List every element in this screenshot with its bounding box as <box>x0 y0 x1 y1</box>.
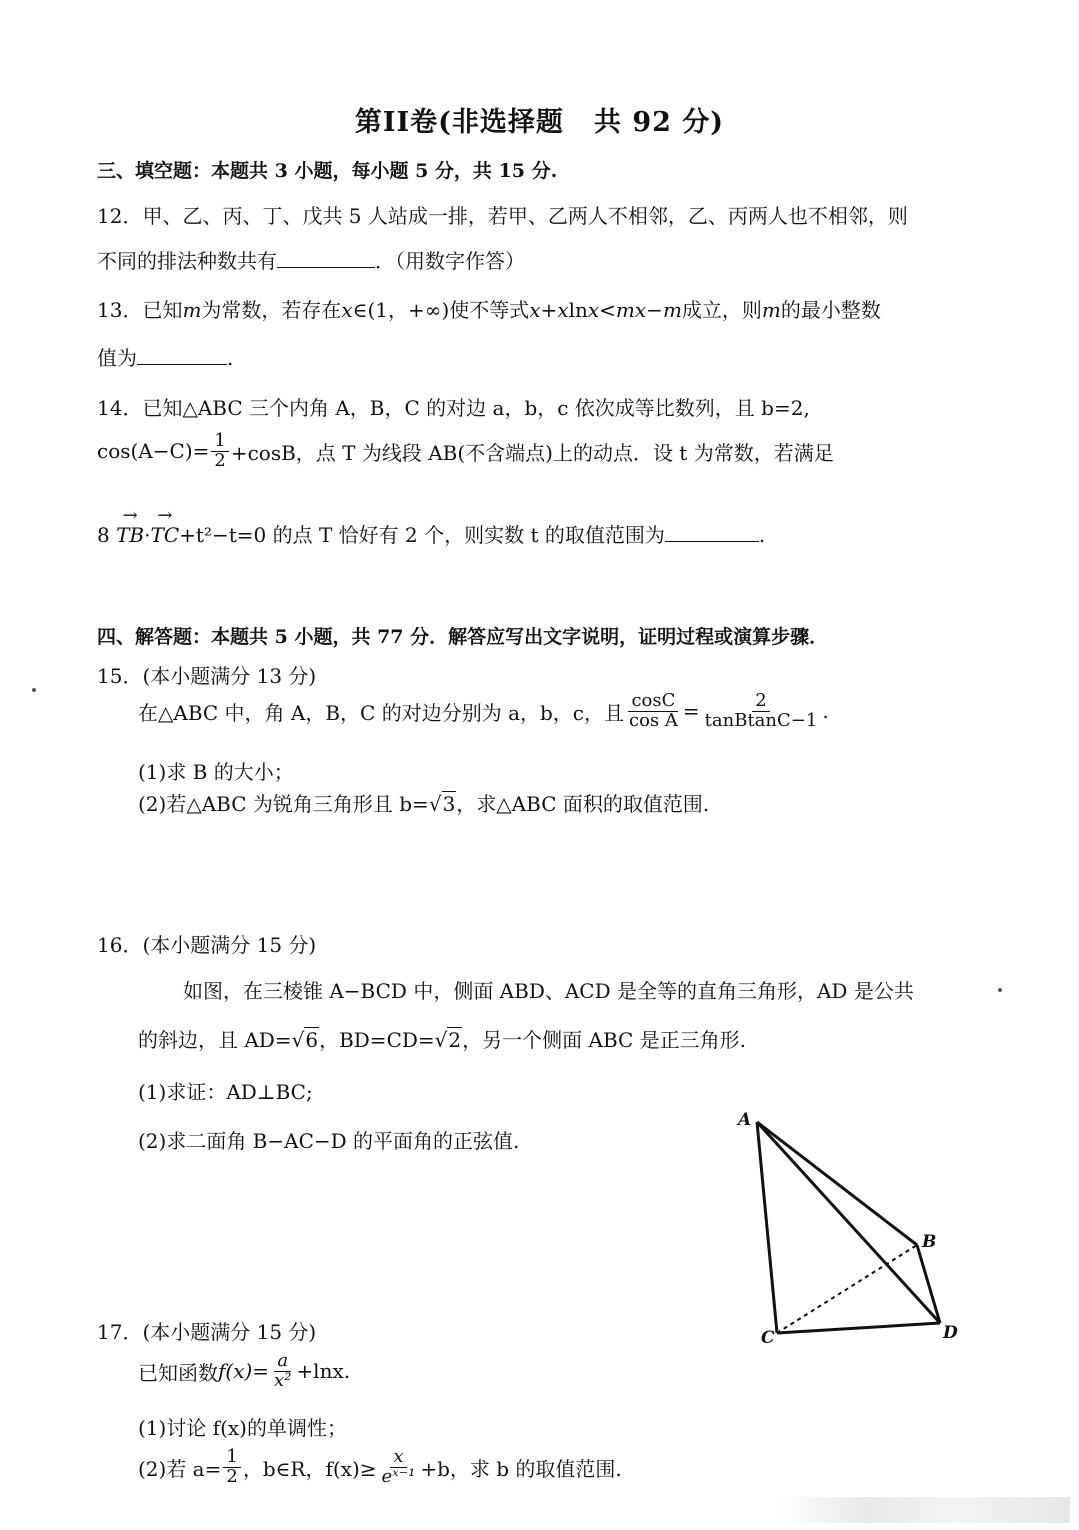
q15-p2-pre: (2)若△ABC 为锐角三角形且 b= <box>138 792 429 816</box>
q14-line3-mid: +t²−t=0 的点 T 恰好有 2 个，则实数 t 的取值范围为 <box>179 523 665 547</box>
q13-line2-post: . <box>227 346 234 370</box>
q17-p2-frac-half <box>223 1448 240 1487</box>
q15-part1: (1)求 B 的大小； <box>138 760 294 784</box>
q17-p2-pre: (2)若 a= <box>138 1456 222 1481</box>
scan-edge-strip <box>780 1497 1070 1523</box>
q15-head: 15．(本小题满分 13 分) <box>97 664 317 688</box>
vertex-label-b: B <box>922 1232 937 1252</box>
q13-ineq-plus: + <box>540 298 558 322</box>
q17-p2-half-num: 1 <box>223 1448 240 1468</box>
q16-sqrt6: √6 <box>291 1028 319 1052</box>
q16-head: 16．(本小题满分 15 分) <box>97 933 317 957</box>
q13-ineq-x1: x <box>529 298 541 322</box>
q17-part2 <box>138 1448 622 1487</box>
q13-line2 <box>97 342 233 371</box>
q12-line2-post: ．（用数字作答） <box>375 249 525 273</box>
q14-coef: 8 <box>97 523 110 547</box>
section-4-header: 四、解答题：本题共 5 小题，共 77 分．解答应写出文字说明，证明过程或演算步骤． <box>97 626 829 648</box>
q13-ineq-x3: x <box>587 298 600 322</box>
q17-p2-frac-exp <box>379 1448 419 1487</box>
q13-ineq-minus: − <box>646 298 663 322</box>
q14-cos-left: cos(A−C)= <box>97 439 210 464</box>
part-title-score: 共 92 分) <box>593 107 725 138</box>
q17-p2-half-den: 2 <box>226 1465 238 1487</box>
q14-line2 <box>97 432 834 471</box>
q12-line1: 12．甲、乙、丙、丁、戊共 5 人站成一排，若甲、乙两人不相邻，乙、丙两人也不相邻，则 <box>97 204 908 228</box>
q13-line1 <box>97 294 881 323</box>
q13-ineq-mx: mx <box>615 298 647 322</box>
q17-p2-post: +b，求 b 的取值范围. <box>420 1456 622 1481</box>
q13-var-x: x <box>341 298 353 322</box>
q15-fraction-tan <box>702 692 821 731</box>
q14-frac-den: 2 <box>214 449 226 471</box>
q13-text-c: ∈(1，+∞)使不等式 <box>352 298 530 322</box>
q17-stem-pre: 已知函数 <box>138 1360 218 1385</box>
q17-frac-num: a <box>274 1352 291 1372</box>
q14-fraction <box>211 432 228 471</box>
q13-text-e: 的最小整数 <box>780 298 881 322</box>
q12-line2 <box>97 245 525 274</box>
scan-speck <box>998 988 1002 992</box>
edge-ab <box>757 1122 917 1245</box>
q15-sqrt-radicand: 3 <box>442 792 456 816</box>
q15-stem <box>138 692 829 731</box>
edge-ac <box>757 1122 777 1333</box>
q12-answer-blank <box>277 263 375 268</box>
q16-line2-c: ，另一个侧面 ABC 是正三角形. <box>462 1028 747 1052</box>
q13-text-d: 成立，则 <box>681 298 762 322</box>
q17-part1: (1)讨论 f(x)的单调性； <box>138 1416 347 1440</box>
tetrahedron-figure <box>725 1095 975 1355</box>
scan-speck <box>32 688 36 692</box>
q14-line1: 14．已知△ABC 三个内角 A，B，C 的对边 a，b，c 依次成等比数列，且 b=2, <box>97 396 810 420</box>
q16-line1: 如图，在三棱锥 A−BCD 中，侧面 ABD、ACD 是全等的直角三角形，AD 是公共 <box>183 979 914 1003</box>
q14-line3 <box>97 519 765 548</box>
q16-sqrt2: √2 <box>434 1028 462 1052</box>
edge-bc-hidden <box>777 1245 917 1333</box>
q12-line2-pre: 不同的排法种数共有 <box>97 249 277 273</box>
q14-line2-rest: +cosB，点 T 为线段 AB(不含端点)上的动点．设 t 为常数，若满足 <box>230 440 834 465</box>
q13-text-a: 13．已知 <box>97 298 183 322</box>
q17-p2-exp-num: x <box>390 1448 406 1468</box>
part-title-main: 第II卷(非选择题 <box>354 107 564 138</box>
q17-stem <box>138 1352 350 1391</box>
vertex-label-a: A <box>738 1110 752 1130</box>
vertex-label-c: C <box>761 1328 775 1348</box>
q16-line2 <box>138 1024 746 1053</box>
q15-part2 <box>138 788 709 817</box>
q15-frac1-num: cosC <box>628 692 678 712</box>
q13-var-m2: m <box>761 298 781 322</box>
q16-sqrt2-radicand: 2 <box>448 1028 462 1052</box>
q15-fraction-cos <box>626 692 681 731</box>
q14-vector-tc: → TC <box>151 523 180 547</box>
q13-var-m: m <box>182 298 202 322</box>
q17-stem-post: +lnx. <box>296 1359 351 1384</box>
q15-stem-pre: 在△ABC 中，角 A，B，C 的对边分别为 a，b，c，且 <box>138 700 624 725</box>
q16-sqrt6-radicand: 6 <box>305 1028 319 1052</box>
q13-text-b: 为常数，若存在 <box>201 298 342 322</box>
q15-sqrt: √3 <box>428 792 456 816</box>
q15-stem-post: . <box>822 699 829 724</box>
part-title <box>0 100 1079 139</box>
q17-p2-mid: ，b∈R，f(x)≥ <box>242 1456 377 1481</box>
vertex-label-d: D <box>943 1323 958 1343</box>
section-3-header: 三、填空题：本题共 3 小题，每小题 5 分，共 15 分. <box>97 160 558 182</box>
q16-part2: (2)求二面角 B−AC−D 的平面角的正弦值. <box>138 1129 520 1153</box>
q13-answer-blank <box>137 360 227 365</box>
q13-ineq-m: m <box>662 298 682 322</box>
q17-fx: f(x)= <box>218 1359 270 1384</box>
q17-frac-den: x² <box>274 1369 292 1391</box>
q16-line2-a: 的斜边，且 AD= <box>138 1028 292 1052</box>
edge-ad <box>757 1122 940 1323</box>
q14-vector-tb: → TB <box>116 523 144 547</box>
q13-ineq-lt: < <box>599 298 616 322</box>
q17-p2-exp-den: eˣ⁻¹ <box>381 1465 416 1487</box>
q16-line2-b: ，BD=CD= <box>319 1028 435 1052</box>
q14-answer-blank <box>665 537 759 542</box>
q17-head: 17．(本小题满分 15 分) <box>97 1320 317 1344</box>
q16-part1: (1)求证：AD⊥BC; <box>138 1080 313 1104</box>
q17-fraction <box>271 1352 294 1391</box>
q15-frac2-num: 2 <box>752 692 769 712</box>
q14-frac-num: 1 <box>211 432 228 452</box>
q14-line3-post: . <box>758 523 766 547</box>
q13-ineq-x2: x <box>557 298 569 322</box>
edge-cd <box>777 1323 940 1333</box>
q13-ineq-ln: ln <box>568 298 588 322</box>
q14-dot: · <box>144 523 151 547</box>
q15-frac2-den: tanBtanC−1 <box>704 709 818 731</box>
q13-line2-pre: 值为 <box>97 346 137 370</box>
q15-equals: = <box>682 699 700 724</box>
q15-p2-post: ，求△ABC 面积的取值范围. <box>456 792 710 816</box>
q15-frac1-den: cos A <box>629 709 678 731</box>
